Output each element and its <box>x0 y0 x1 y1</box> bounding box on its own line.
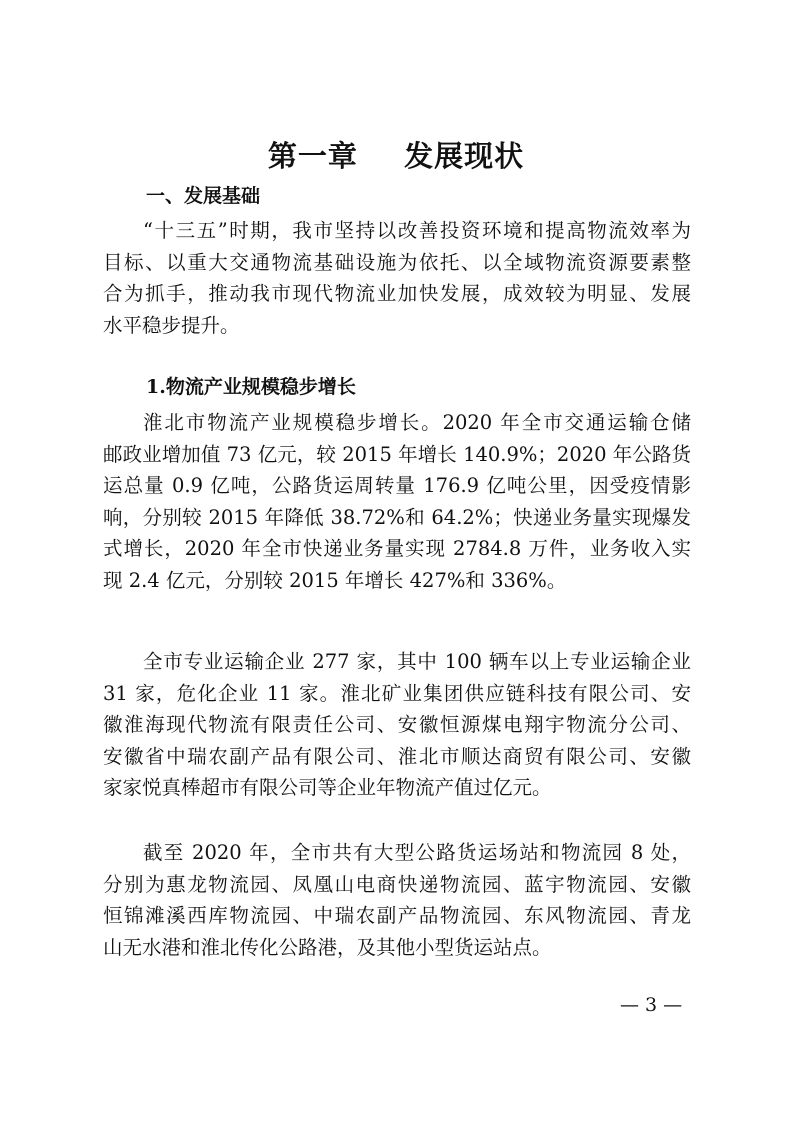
paragraph-line: 家家悦真棒超市有限公司等企业年物流产值过亿元。 <box>103 776 552 799</box>
paragraph-line: 运总量 0.9 亿吨，公路货运周转量 176.9 亿吨公里，因受疫情影 <box>103 474 691 497</box>
paragraph-line: 目标、以重大交通物流基础设施为依托、以全域物流资源要素整 <box>103 250 691 274</box>
chapter-title: 第一章 发展现状 <box>267 139 525 173</box>
paragraph-line: 截至 2020 年，全市共有大型公路货运场站和物流园 8 处， <box>143 841 691 864</box>
paragraph-line: 邮政业增加值 73 亿元，较 2015 年增长 140.9%；2020 年公路货 <box>103 442 691 466</box>
logistics-parks-paragraph <box>103 837 691 963</box>
page-number: — 3 — <box>620 994 683 1016</box>
enterprise-paragraph <box>103 646 691 804</box>
paragraph-line: 响，分别较 2015 年降低 38.72%和 64.2%；快递业务量实现爆发 <box>103 505 691 529</box>
paragraph-line: 徽淮海现代物流有限责任公司、安徽恒源煤电翔宇物流分公司、 <box>103 713 691 736</box>
paragraph-line: 淮北市物流产业规模稳步增长。2020 年全市交通运输仓储 <box>143 411 691 434</box>
paragraph-line: “十三五”时期，我市坚持以改善投资环境和提高物流效率为 <box>143 219 691 242</box>
paragraph-line: 全市专业运输企业 277 家，其中 100 辆车以上专业运输企业 <box>143 650 691 673</box>
paragraph-line: 分别为惠龙物流园、凤凰山电商快递物流园、蓝宇物流园、安徽 <box>103 872 691 896</box>
paragraph-line: 恒锦滩溪西库物流园、中瑞农副产品物流园、东风物流园、青龙 <box>103 904 691 927</box>
paragraph-line: 合为抓手，推动我市现代物流业加快发展，成效较为明显、发展 <box>103 282 691 305</box>
paragraph-line: 式增长，2020 年全市快递业务量实现 2784.8 万件，业务收入实 <box>103 537 691 560</box>
paragraph-line: 现 2.4 亿元，分别较 2015 年增长 427%和 336%。 <box>103 568 567 592</box>
scale-paragraph <box>103 407 691 596</box>
paragraph-line: 水平稳步提升。 <box>103 313 240 337</box>
subheading-logistics-scale: 1.物流产业规模稳步增长 <box>146 376 356 398</box>
intro-paragraph <box>103 215 691 341</box>
paragraph-line: 安徽省中瑞农副产品有限公司、淮北市顺达商贸有限公司、安徽 <box>103 744 691 768</box>
section-heading: 一、发展基础 <box>146 185 261 207</box>
paragraph-line: 山无水港和淮北传化公路港，及其他小型货运站点。 <box>103 935 552 959</box>
paragraph-line: 31 家，危化企业 11 家。淮北矿业集团供应链科技有限公司、安 <box>103 681 691 705</box>
